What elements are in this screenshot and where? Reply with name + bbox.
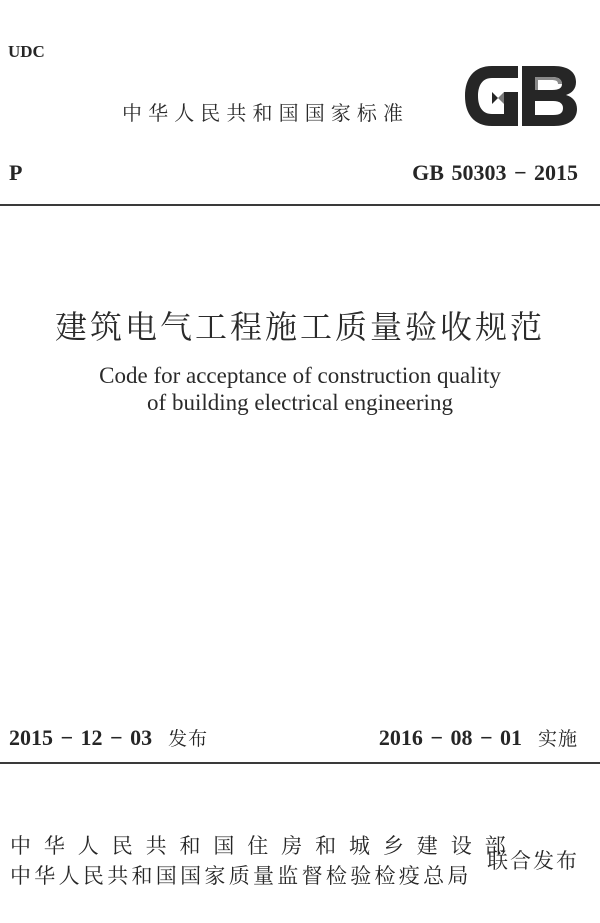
issue-date bbox=[9, 724, 208, 751]
english-title-line-2: of building electrical engineering bbox=[147, 390, 453, 415]
implementation-date bbox=[379, 724, 578, 751]
gb-logo-icon bbox=[462, 62, 580, 130]
top-divider bbox=[0, 204, 600, 206]
issue-date-label: 发布 bbox=[168, 728, 209, 750]
standard-number: GB 50303 − 2015 bbox=[412, 160, 578, 185]
issuing-authorities bbox=[10, 831, 519, 891]
bottom-divider bbox=[0, 762, 600, 764]
issuer-ministry-housing: 中华人民共和国住房和城乡建设部 bbox=[10, 834, 519, 858]
implementation-date-value: 2016 − 08 − 01 bbox=[378, 725, 522, 750]
implementation-date-label: 实施 bbox=[537, 728, 578, 750]
national-standard-heading: 中华人民共和国国家标准 bbox=[122, 101, 410, 125]
joint-issue-label: 联合发布 bbox=[487, 849, 579, 873]
document-title-english bbox=[0, 362, 600, 416]
issuer-aqsiq: 中华人民共和国国家质量监督检验检疫总局 bbox=[10, 864, 472, 888]
english-title-line-1: Code for acceptance of construction quality bbox=[99, 363, 501, 388]
classification-code: P bbox=[9, 160, 23, 185]
document-title-chinese: 建筑电气工程施工质量验收规范 bbox=[54, 308, 545, 346]
udc-label: UDC bbox=[8, 42, 45, 61]
issue-date-value: 2015 − 12 − 03 bbox=[9, 725, 153, 750]
